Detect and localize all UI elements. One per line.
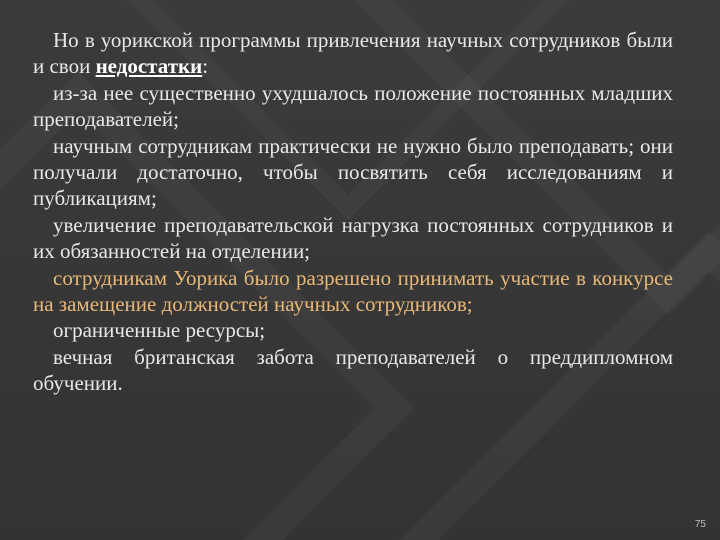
- intro-text: Но в уорикской программы привлечения научных сотрудников были и свои: [33, 28, 673, 79]
- slide-text-body: [33, 27, 673, 397]
- list-item: вечная британская забота преподавателей о преддипломном обучении.: [33, 344, 673, 396]
- list-item: увеличение преподавательской нагрузка постоянных сотрудников и их обязанностей на отделении;: [33, 212, 673, 264]
- keyword-highlight: недостатки: [95, 54, 203, 79]
- list-item: научным сотрудникам практически не нужно было преподавать; они получали достаточно, чтобы посвятить себя исследованиям и публикациям;: [33, 133, 673, 211]
- intro-paragraph: [33, 27, 673, 80]
- page-number: 75: [694, 519, 706, 530]
- list-item: из-за нее существенно ухудшалось положение постоянных младших преподавателей;: [33, 80, 673, 132]
- list-item: ограниченные ресурсы;: [53, 318, 266, 343]
- list-item-highlighted: сотрудникам Уорика было разрешено принимать участие в конкурсе на замещение должностей научных сотрудников;: [33, 265, 673, 317]
- intro-colon: :: [202, 54, 209, 79]
